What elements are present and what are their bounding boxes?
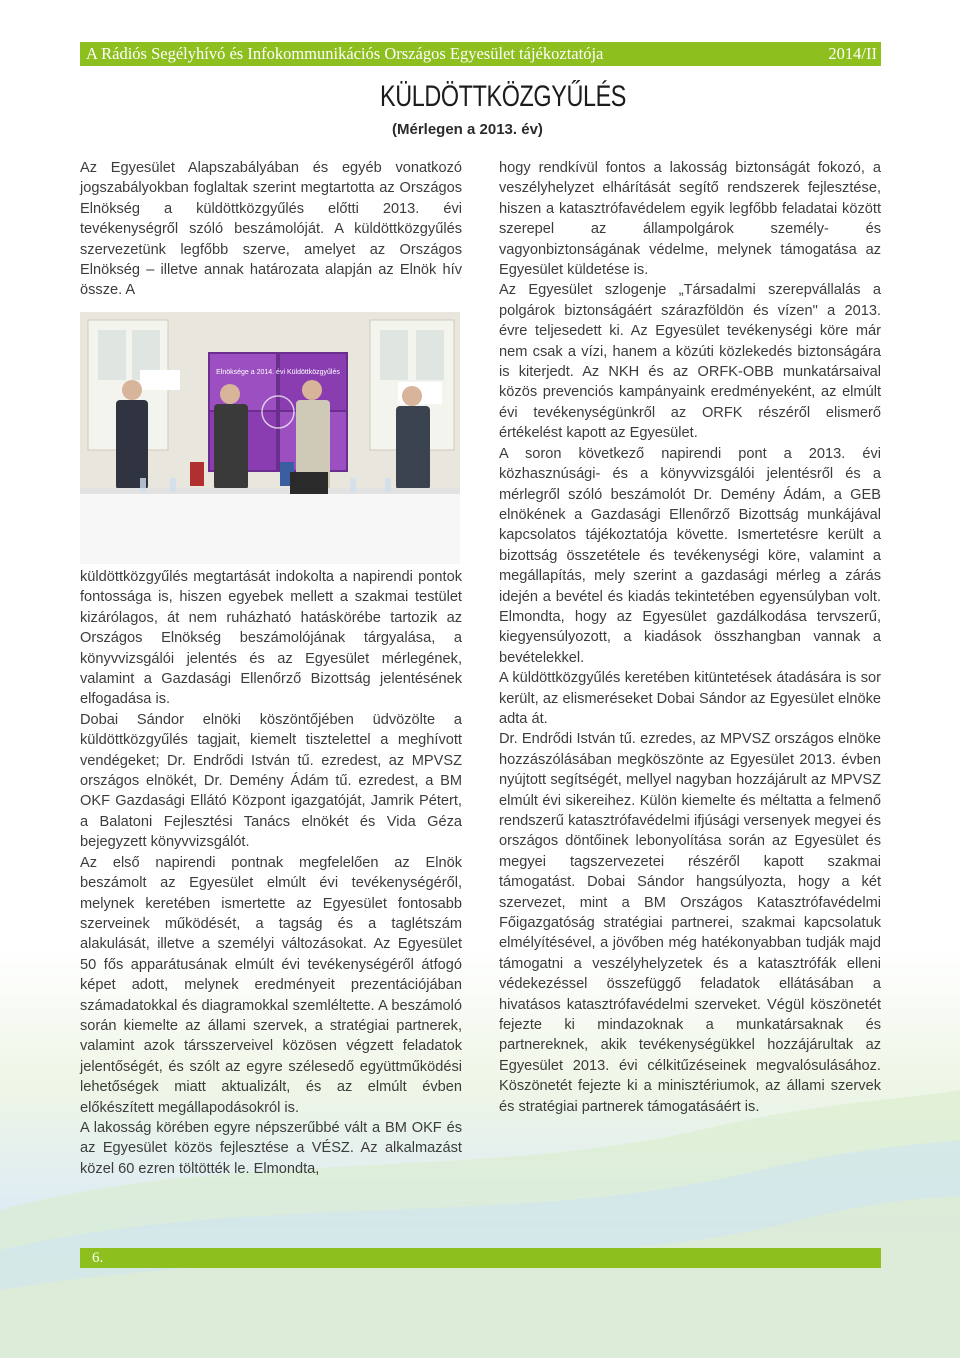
paragraph: küldöttközgyűlés megtartását indokolta a napirendi pontok fontossága is, hiszen egyebek mellett a szakmai testület kizárólagos, át nem ruházható hatáskörébe tartozik az Országos Elnökség beszámolójának tárgyalása, a könyvvizsgálói jelentés és az Egyesület mérlegének, valamint a Gazdasági Ellenőrző Bizottság jelentésének elfogadása is. <box>80 569 462 708</box>
header-bar <box>80 42 881 66</box>
article-title: KÜLDÖTTKÖZGYŰLÉS <box>380 80 627 113</box>
paragraph: Az első napirendi pontnak megfelelően az Elnök beszámolt az Egyesület elmúlt évi tevékenységéről, melynek keretében ismertette az Egyesület fontosabb szerveinek működését, a tagság és a taglétszám alakulását, illetve a személyi változásokat. Az Egyesület 50 fős apparátusának elmúlt évi tevékenységéről átfogó képet adott, melynek eredményeit prezentációjában számadatokkal és diagramokkal szemléltette. A beszámoló során kiemelte az állami szervek, a stratégiai partnerek, valamint azok társszerveivel közösen végzett feladatok jelentőségét, és szólt az egyre szélesedő együttműködési lehetőségek miatt aktualizált, és az elmúlt évben előkészített megállapodásokról is. <box>80 854 462 1116</box>
paragraph: A soron következő napirendi pont a 2013. évi közhasznúsági- és a könyvvizsgálói jelentésről és a mérlegről szóló beszámolót Dr. Demény Ádám, a GEB elnökének a Gazdasági Ellenőrző Bizottság munkájával kapcsolatos tájékoztatója követte. Ismertetésre került a bizottság összetétele és tevékenységi köre, valamint a megállapítás, mely szerint a gazdasági mérleg a zárás idején a bevétel és kiadás tekintetében egyensúlyban volt. Elmondta, hogy az Egyesület gazdálkodása tervszerű, kiegyensúlyozott, a kiadások összhangban vannak a bevételekkel. <box>499 445 881 666</box>
paragraph: Dr. Endrődi István tű. ezredes, az MPVSZ országos elnöke hozzászólásában megköszönte az Egyesület 2013. évben nyújtott segítségét, mellyel nagyban hozzájárult az MPVSZ elmúlt évi sikereihez. Külön kiemelte és méltatta a felmenő rendszerű katasztrófavédelmi ifjúsági versenyek megyei és országos döntőinek lebonyolítása során az Egyesület és megyei tagszervezetei részéről kapott szakmai támogatást. Dobai Sándor hangsúlyozta, hogy a két szervezet, mint a BM Országos Katasztrófavédelmi Főigazgatóság stratégiai partnerei, szakmai kapcsolatuk elmélyítésével, a jövőben még hatékonyabban tudják majd támogatni a veszélyhelyzetek és a katasztrófák elleni védekezéssel összefüggő feladatok ellátásában a hivatásos katasztrófavédelmi szerveket. Végül köszönetét fejezte ki mindazoknak a munkatársaknak és partnereknek, akik tevékenységükkel hozzájárultak az Egyesület 2013. évi célkitűzéseinek megvalósulásához. Köszönetét fejezte ki a minisztériumok, az állami szervek és stratégiai partnerek támogatásáért is. <box>499 731 881 1115</box>
left-column-top <box>80 158 462 301</box>
paragraph: hogy rendkívül fontos a lakosság biztonságát fokozó, a veszélyhelyzet elhárítását segítő rendszerek fejlesztése, hiszen a katasztrófavédelem egyik legfőbb feladatai között szerepel az állampolgárok személy- és vagyonbiztonságának védelme, melynek támogatása az Egyesület küldetése is. <box>499 160 881 279</box>
issue-number: 2014/II <box>828 44 877 63</box>
paragraph: Az Egyesület szlogenje „Társadalmi szerepvállalás a polgárok biztonságáért szárazföldön és vízen" a 2013. évre teljesedett ki. Az Egyesület tevékenységi köre már nem csak a vízi, hanem a közúti közlekedés biztonságára is kiterjedt. Az NKH és az ORFK-OBB munkatársaival közös prevenciós kampányaink eredményeként, az elmúlt évi tevékenységünkről az ORFK részéről elismerő értékelést kapott az Egyesület. <box>499 282 881 442</box>
footer-bar <box>80 1248 881 1268</box>
right-column <box>499 158 881 1117</box>
article-subtitle: (Mérlegen a 2013. év) <box>392 121 543 138</box>
meeting-photo <box>80 312 460 564</box>
left-column-bottom <box>80 567 462 1179</box>
paragraph: Az Egyesület Alapszabályában és egyéb vonatkozó jogszabályokban foglaltak szerint megtartotta az Országos Elnökség a küldöttközgyűlés előtti 2013. évi tevékenységről szóló beszámolóját. A küldöttközgyűlés szervezetünk legfőbb szerve, amelyet az Országos Elnökség – illetve annak határozata alapján az Elnök hív össze. A <box>80 160 462 299</box>
meeting-photo-illustration <box>80 312 460 564</box>
paragraph: A küldöttközgyűlés keretében kitüntetések átadására is sor került, az elismeréseket Dobai Sándor az Egyesület elnöke adta át. <box>499 670 881 727</box>
paragraph: A lakosság körében egyre népszerűbbé vált a BM OKF és az Egyesület közös fejlesztése a VÉSZ. Az alkalmazást közel 60 ezren töltötték le. Elmondta, <box>80 1119 462 1177</box>
page-number: 6. <box>92 1250 104 1266</box>
publication-title: A Rádiós Segélyhívó és Infokommunikációs Országos Egyesület tájékoztatója <box>86 44 604 63</box>
screen-title: Elnöksége a 2014. évi Küldöttközgyűlés <box>216 369 340 376</box>
paragraph: Dobai Sándor elnöki köszöntőjében üdvözölte a küldöttközgyűlés tagjait, kiemelt tisztelettel a meghívott vendégeket; Dr. Endrődi István tű. ezredest, az MPVSZ országos elnökét, Dr. Demény Ádám tű. ezredest, a BM OKF Gazdasági Ellátó Központ igazgatóját, Jamrik Pétert, a Balatoni Fejlesztési Tanács elnökét és Vida Géza bejegyzett könyvvizsgálót. <box>80 711 462 851</box>
